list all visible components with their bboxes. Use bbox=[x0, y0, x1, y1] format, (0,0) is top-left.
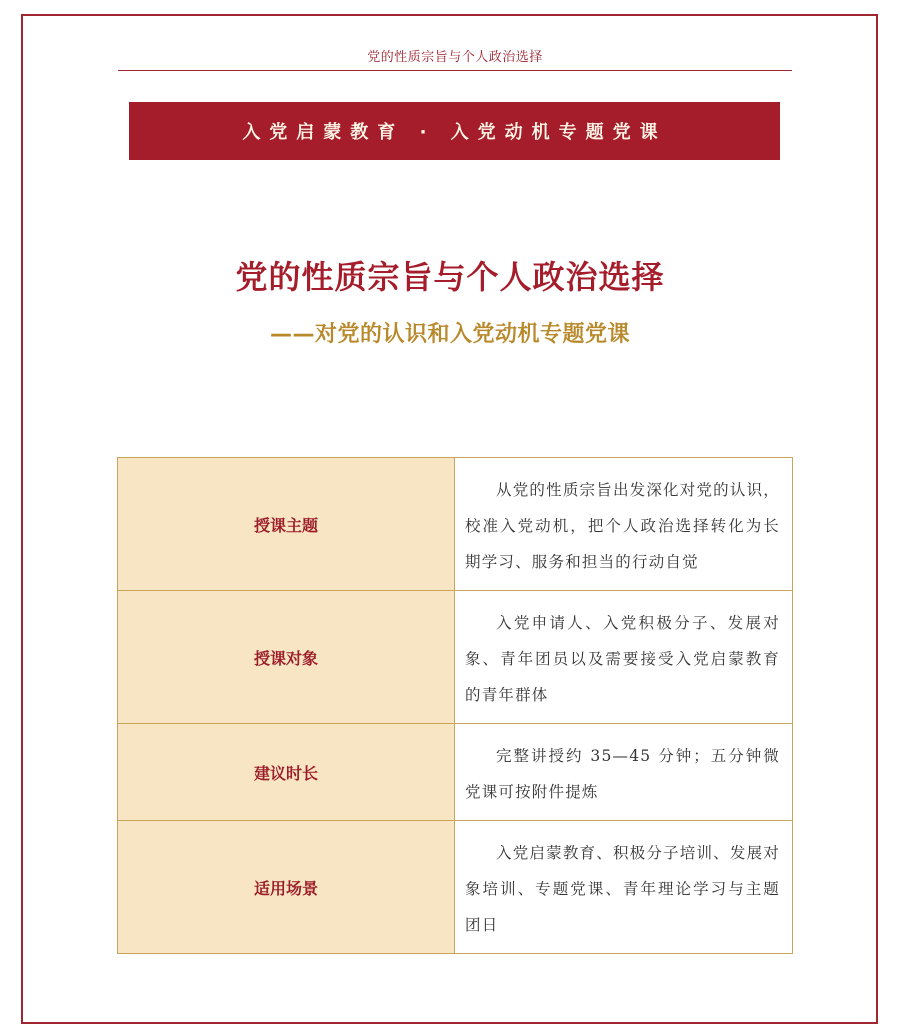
topic-value: 从党的性质宗旨出发深化对党的认识，校准入党动机，把个人政治选择转化为长期学习、服务和担当的行动自觉 bbox=[455, 458, 793, 591]
audience-value: 入党申请人、入党积极分子、发展对象、青年团员以及需要接受入党启蒙教育的青年群体 bbox=[455, 591, 793, 724]
banner-text: 入党启蒙教育 · 入党动机专题党课 bbox=[242, 122, 667, 143]
page-title: 党的性质宗旨与个人政治选择 bbox=[235, 258, 665, 296]
audience-label: 授课对象 bbox=[118, 591, 455, 724]
scenario-label: 适用场景 bbox=[118, 821, 455, 954]
table-row-duration bbox=[118, 724, 793, 821]
duration-label: 建议时长 bbox=[118, 724, 455, 821]
course-info-table bbox=[117, 457, 793, 954]
header-divider bbox=[118, 70, 792, 71]
running-header: 党的性质宗旨与个人政治选择 bbox=[367, 50, 543, 65]
duration-value: 完整讲授约 35—45 分钟；五分钟微党课可按附件提炼 bbox=[455, 724, 793, 821]
table-row-audience bbox=[118, 591, 793, 724]
page-subtitle: ——对党的认识和入党动机专题党课 bbox=[269, 322, 630, 347]
table-row-topic bbox=[118, 458, 793, 591]
table-row-scenario bbox=[118, 821, 793, 954]
title-banner bbox=[129, 102, 780, 160]
topic-label: 授课主题 bbox=[118, 458, 455, 591]
scenario-value: 入党启蒙教育、积极分子培训、发展对象培训、专题党课、青年理论学习与主题团日 bbox=[455, 821, 793, 954]
